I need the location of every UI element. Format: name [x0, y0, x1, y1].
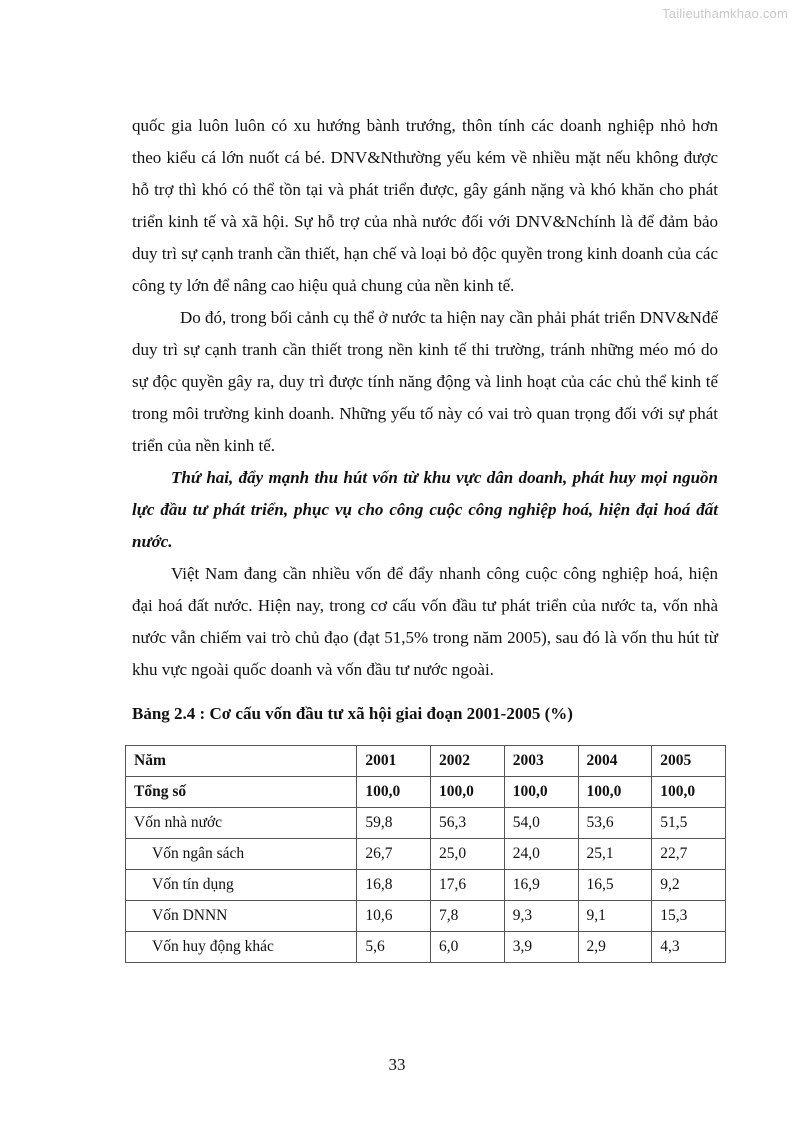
table-row — [126, 839, 726, 870]
table-cell: 16,8 — [357, 870, 431, 901]
header-cell: 2002 — [431, 746, 505, 777]
table-row — [126, 901, 726, 932]
section-heading: Thứ hai, đẩy mạnh thu hút vốn từ khu vực dân doanh, phát huy mọi nguồn lực đầu tư phát triển, phục vụ cho công cuộc công nghiệp hoá, hiện đại hoá đất nước. — [132, 468, 718, 551]
header-cell: Năm — [126, 746, 357, 777]
table-cell: 10,6 — [357, 901, 431, 932]
watermark: Tailieuthamkhao.com — [662, 6, 788, 21]
table-cell: 9,1 — [578, 901, 652, 932]
table-cell: 56,3 — [431, 808, 505, 839]
header-cell: 2003 — [504, 746, 578, 777]
table-cell: 4,3 — [652, 932, 726, 963]
table-cell: 9,3 — [504, 901, 578, 932]
table-row — [126, 870, 726, 901]
table-row — [126, 932, 726, 963]
row-label: Vốn DNNN — [126, 901, 357, 932]
table-row — [126, 777, 726, 808]
header-cell: 2005 — [652, 746, 726, 777]
table-cell: 17,6 — [431, 870, 505, 901]
page-body — [132, 110, 718, 963]
table-cell: 59,8 — [357, 808, 431, 839]
table-header-row — [126, 746, 726, 777]
table-cell: 15,3 — [652, 901, 726, 932]
table-cell: 100,0 — [431, 777, 505, 808]
table-cell: 7,8 — [431, 901, 505, 932]
header-cell: 2001 — [357, 746, 431, 777]
row-label: Tổng số — [126, 777, 357, 808]
row-label: Vốn nhà nước — [126, 808, 357, 839]
table-cell: 53,6 — [578, 808, 652, 839]
table-cell: 6,0 — [431, 932, 505, 963]
table-cell: 26,7 — [357, 839, 431, 870]
table-cell: 100,0 — [504, 777, 578, 808]
header-cell: 2004 — [578, 746, 652, 777]
table-cell: 51,5 — [652, 808, 726, 839]
table-cell: 9,2 — [652, 870, 726, 901]
page-number: 33 — [388, 1055, 406, 1074]
row-label: Vốn tín dụng — [126, 870, 357, 901]
paragraph-2: Do đó, trong bối cảnh cụ thể ở nước ta hiện nay cần phải phát triển DNV&Nđể duy trì sự cạnh tranh cần thiết trong nền kinh tế thi trường, tránh những méo mó do sự độc quyền gây ra, duy trì được tính năng động và linh hoạt của các chủ thể kinh tế trong môi trường kinh doanh. Những yếu tố này có vai trò quan trọng đối với sự phát triển của nền kinh tế. — [132, 308, 718, 455]
table-cell: 54,0 — [504, 808, 578, 839]
table-caption: Bảng 2.4 : Cơ cấu vốn đầu tư xã hội giai đoạn 2001-2005 (%) — [132, 704, 573, 723]
table-cell: 24,0 — [504, 839, 578, 870]
table-cell: 100,0 — [652, 777, 726, 808]
table-cell: 16,9 — [504, 870, 578, 901]
table-row — [126, 808, 726, 839]
table-cell: 3,9 — [504, 932, 578, 963]
investment-table — [125, 745, 726, 963]
table-cell: 22,7 — [652, 839, 726, 870]
table-cell: 5,6 — [357, 932, 431, 963]
table-cell: 25,0 — [431, 839, 505, 870]
paragraph-1: quốc gia luôn luôn có xu hướng bành trướng, thôn tính các doanh nghiệp nhỏ hơn theo kiểu cá lớn nuốt cá bé. DNV&Nthường yếu kém về nhiều mặt nếu không được hỗ trợ thì khó có thể tồn tại và phát triển được, gây gánh nặng và khó khăn cho phát triển kinh tế và xã hội. Sự hỗ trợ của nhà nước đối với DNV&Nchính là để đảm bảo duy trì sự cạnh tranh cần thiết, hạn chế và loại bỏ độc quyền trong kinh doanh của các công ty lớn để nâng cao hiệu quả chung của nền kinh tế. — [132, 116, 718, 295]
table-cell: 25,1 — [578, 839, 652, 870]
row-label: Vốn ngân sách — [126, 839, 357, 870]
paragraph-3: Việt Nam đang cần nhiều vốn để đẩy nhanh công cuộc công nghiệp hoá, hiện đại hoá đất nước. Hiện nay, trong cơ cấu vốn đầu tư phát triển của nước ta, vốn nhà nước vẫn chiếm vai trò chủ đạo (đạt 51,5% trong năm 2005), sau đó là vốn thu hút từ khu vực ngoài quốc doanh và vốn đầu tư nước ngoài. — [132, 564, 718, 679]
table-cell: 2,9 — [578, 932, 652, 963]
row-label: Vốn huy động khác — [126, 932, 357, 963]
table-cell: 100,0 — [578, 777, 652, 808]
table-cell: 100,0 — [357, 777, 431, 808]
table-cell: 16,5 — [578, 870, 652, 901]
